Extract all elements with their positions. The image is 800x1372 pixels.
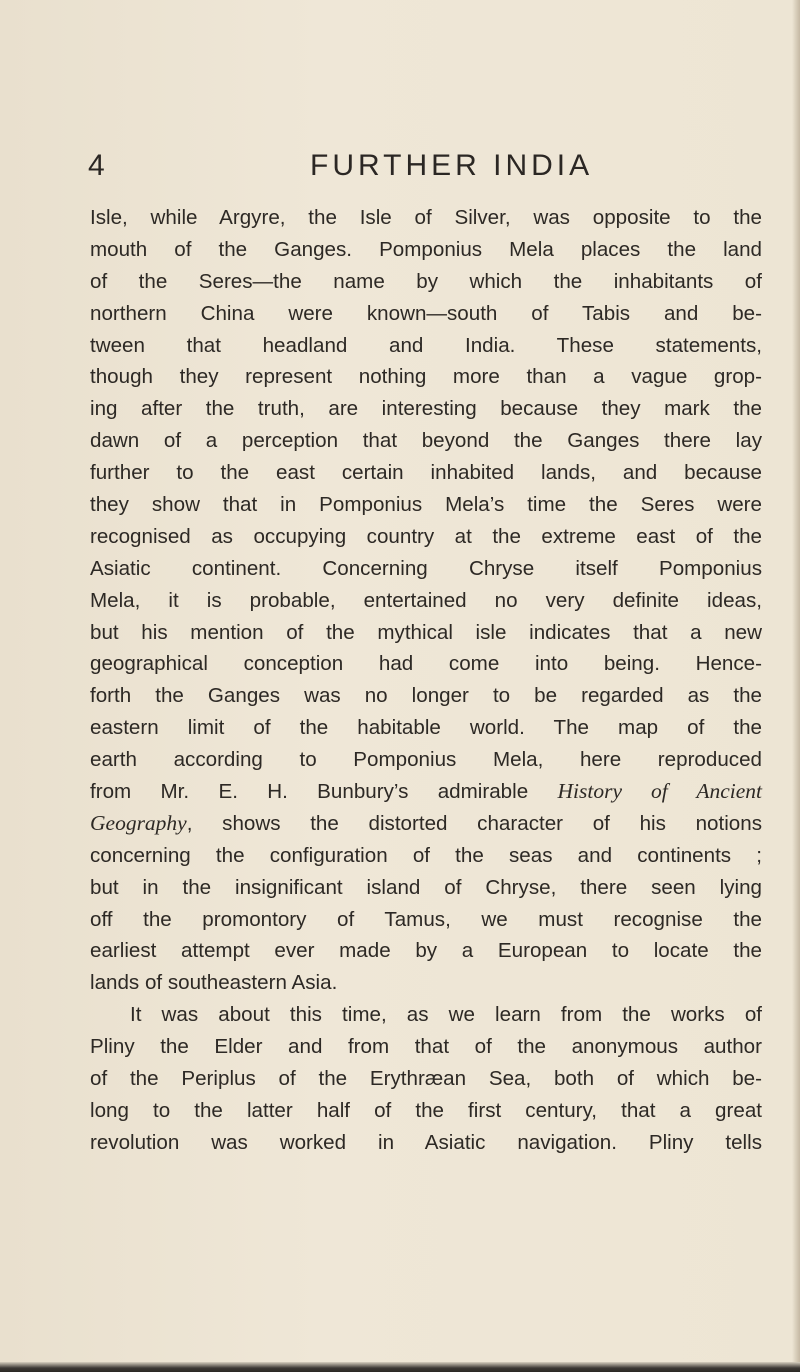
text-line: Pliny the Elder and from that of the anonymous author	[90, 1035, 762, 1059]
text-line: Asiatic continent. Concerning Chryse itself Pomponius	[90, 556, 762, 580]
page-number: 4	[88, 149, 105, 182]
text-line	[90, 808, 762, 840]
text-line: long to the latter half of the first century, that a great	[90, 1098, 762, 1122]
text-segment: , shows the distorted character of his notions	[186, 811, 762, 835]
text-line: recognised as occupying country at the extreme east of the	[90, 524, 762, 548]
text-line: Mela, it is probable, entertained no very definite ideas,	[90, 588, 762, 612]
book-title-italic: History of Ancient	[557, 779, 762, 804]
book-title-italic: Geography	[90, 810, 187, 835]
text-line	[90, 776, 762, 808]
page-edge-shadow	[792, 0, 800, 1372]
text-line: eastern limit of the habitable world. The map of the	[90, 716, 762, 740]
text-line: northern China were known—south of Tabis and be-	[90, 301, 762, 325]
text-line: but his mention of the mythical isle indicates that a new	[90, 620, 762, 644]
text-line: dawn of a perception that beyond the Ganges there lay	[90, 429, 762, 453]
text-line: Isle, while Argyre, the Isle of Silver, was opposite to the	[90, 206, 762, 229]
text-line: tween that headland and India. These statements,	[90, 333, 762, 357]
text-line: of the Seres—the name by which the inhabitants of	[90, 269, 762, 293]
text-line: off the promontory of Tamus, we must recognise the	[90, 907, 762, 931]
text-line: forth the Ganges was no longer to be regarded as the	[90, 684, 762, 708]
running-head-title: FURTHER INDIA	[310, 149, 594, 182]
text-line: revolution was worked in Asiatic navigation. Pliny tells	[90, 1130, 762, 1154]
running-head	[88, 146, 748, 186]
text-segment: from Mr. E. H. Bunbury’s admirable	[90, 780, 558, 804]
text-line: mouth of the Ganges. Pomponius Mela places the land	[90, 237, 762, 261]
text-line: earth according to Pomponius Mela, here reproduced	[90, 748, 762, 772]
text-line: concerning the configuration of the seas and continents ;	[90, 843, 762, 867]
text-line: It was about this time, as we learn from the works of	[130, 1003, 762, 1027]
body-text	[90, 202, 762, 1159]
text-line: they show that in Pomponius Mela’s time the Seres were	[90, 493, 762, 517]
text-line: of the Periplus of the Erythræan Sea, both of which be-	[90, 1067, 762, 1091]
text-line: ing after the truth, are interesting because they mark the	[90, 397, 762, 421]
text-line: geographical conception had come into being. Hence-	[90, 652, 762, 676]
text-line: but in the insignificant island of Chryse, there seen lying	[90, 875, 762, 899]
text-line: though they represent nothing more than a vague grop-	[90, 365, 762, 389]
page-bottom-edge	[0, 1362, 800, 1372]
text-line: further to the east certain inhabited lands, and because	[90, 461, 762, 485]
text-line: earliest attempt ever made by a European to locate the	[90, 939, 762, 963]
text-line: lands of southeastern Asia.	[90, 971, 338, 995]
